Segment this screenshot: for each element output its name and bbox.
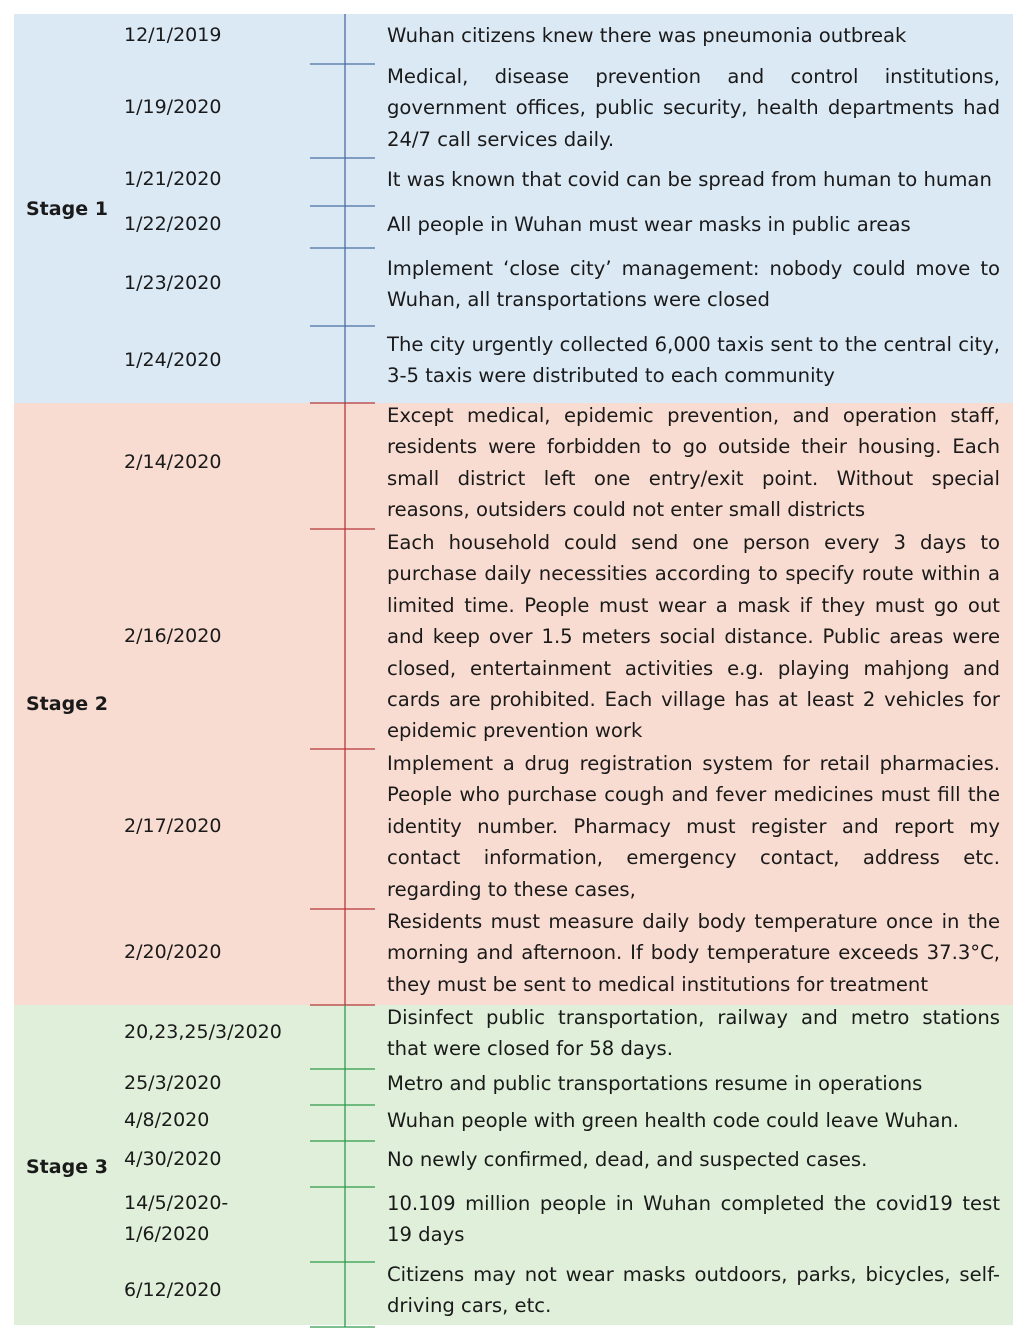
event-date: 12/1/2019 xyxy=(124,24,222,46)
stage-2-axis xyxy=(310,403,375,1005)
stage-2-label: Stage 2 xyxy=(26,693,108,715)
event-date: 2/17/2020 xyxy=(124,815,222,837)
event-date-end: 1/6/2020 xyxy=(124,1223,210,1245)
event-date: 1/19/2020 xyxy=(124,96,222,118)
stage-1-axis xyxy=(310,14,375,403)
event-description: Disinfect public transportation, railway and metro stations that were closed for 58 days. xyxy=(387,1006,1000,1061)
event-description: All people in Wuhan must wear masks in public areas xyxy=(387,213,911,236)
event-description: Citizens may not wear masks outdoors, parks, bicycles, self-driving cars, etc. xyxy=(387,1263,1000,1318)
event-description: Metro and public transportations resume in operations xyxy=(387,1072,923,1095)
event-date: 6/12/2020 xyxy=(124,1279,222,1301)
event-description: No newly confirmed, dead, and suspected cases. xyxy=(387,1148,868,1171)
event-date: 2/20/2020 xyxy=(124,941,222,963)
event-description: Each household could send one person every 3 days to purchase daily necessities according to specify route within a limited time. People must wear a mask if they must go out and keep over 1.5 meters social distance. Public areas were closed, entertainment activities e.g. playing mahjong and cards are prohibited. Each village has at least 2 vehicles for epidemic prevention work xyxy=(387,531,1000,743)
event-description: Residents must measure daily body temperature once in the morning and afternoon. If body temperature exceeds 37.3°C, they must be sent to medical institutions for treatment xyxy=(387,910,1000,996)
event-description: 10.109 million people in Wuhan completed the covid19 test 19 days xyxy=(387,1192,1000,1247)
event-date-range xyxy=(124,1188,228,1250)
event-date-start: 14/5/2020- xyxy=(124,1192,229,1214)
event-description: Wuhan citizens knew there was pneumonia outbreak xyxy=(387,24,907,47)
stage-3-axis xyxy=(310,1005,375,1327)
event-date: 2/14/2020 xyxy=(124,451,222,473)
event-description: Wuhan people with green health code could leave Wuhan. xyxy=(387,1109,959,1132)
event-date: 2/16/2020 xyxy=(124,625,222,647)
event-date: 1/21/2020 xyxy=(124,168,222,190)
stage-1-label: Stage 1 xyxy=(26,198,108,220)
event-date: 20,23,25/3/2020 xyxy=(124,1021,282,1043)
event-date: 1/24/2020 xyxy=(124,349,222,371)
event-description: Implement ‘close city’ management: nobody could move to Wuhan, all transportations were closed xyxy=(387,257,1000,312)
event-description: Except medical, epidemic prevention, and operation staff, residents were forbidden to go outside their housing. Each small district left one entry/exit point. Without special reasons, outsiders could not enter small districts xyxy=(387,404,1000,522)
event-description: It was known that covid can be spread from human to human xyxy=(387,168,992,191)
event-date: 4/30/2020 xyxy=(124,1148,222,1170)
stage-3-label: Stage 3 xyxy=(26,1156,108,1178)
event-description: The city urgently collected 6,000 taxis sent to the central city, 3-5 taxis were distributed to each community xyxy=(387,333,1000,388)
event-description: Medical, disease prevention and control institutions, government offices, public security, health departments had 24/7 call services daily. xyxy=(387,65,1000,151)
event-date: 25/3/2020 xyxy=(124,1072,222,1094)
event-date: 1/22/2020 xyxy=(124,213,222,235)
event-date: 1/23/2020 xyxy=(124,272,222,294)
event-description: Implement a drug registration system for retail pharmacies. People who purchase cough and fever medicines must fill the identity number. Pharmacy must register and report my contact information, emergency contact, address etc. regarding to these cases, xyxy=(387,752,1000,901)
event-date: 4/8/2020 xyxy=(124,1109,210,1131)
